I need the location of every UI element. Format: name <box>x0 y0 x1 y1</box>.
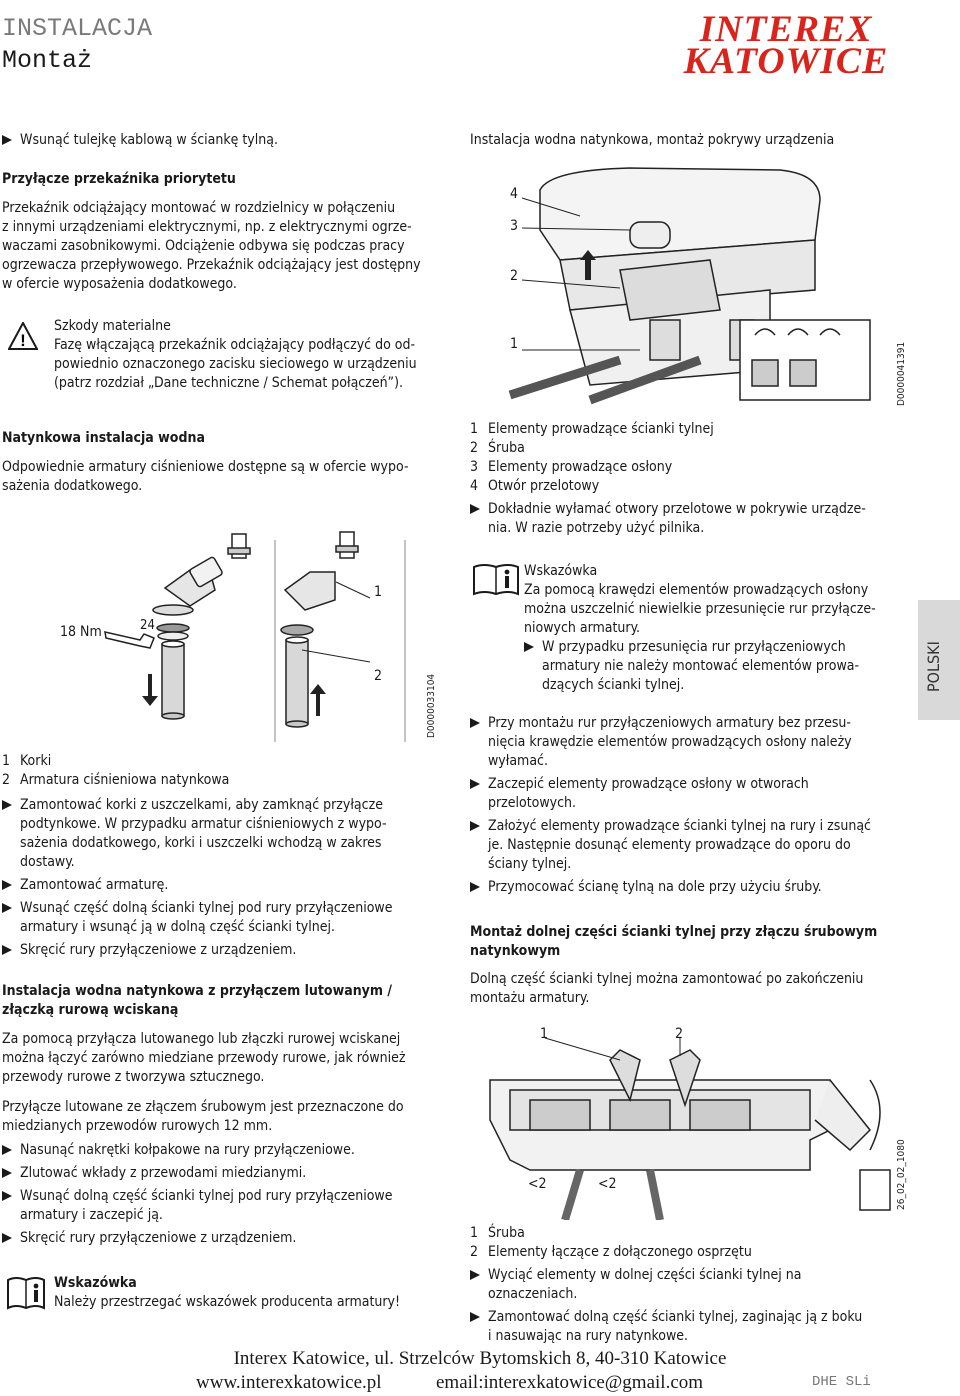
product-code: DHE SLi <box>812 1374 871 1390</box>
list-item: Skręcić rury przyłączeniowe z urządzeniem. <box>2 941 452 960</box>
list-item: Skręcić rury przyłączeniowe z urządzeniem. <box>2 1229 452 1248</box>
fig2-title: Instalacja wodna natynkowa, montaż pokrywy urządzenia <box>470 132 835 148</box>
list-item: Przy montażu rur przyłączeniowych armatury bez przesu- nięcia krawędzie elementów prowadzących osłony należy wyłamać. <box>470 714 910 771</box>
list-item: Wsunąć dolną część ścianki tylnej pod rury przyłączeniowe armatury i zaczepić ją. <box>2 1187 452 1225</box>
note-text: Należy przestrzegać wskazówek producenta armatury! <box>54 1294 401 1310</box>
language-tab: POLSKI <box>918 600 960 720</box>
list-item: Zamontować korki z uszczelkami, aby zamknąć przyłącze podtynkowe. W przypadku armatur ciśnieniowych z wypo- sażenia dodatkowego, korki i uszczelki wchodzą w zakres dostawy. <box>2 796 452 872</box>
list-item: Dokładnie wyłamać otwory przelotowe w pokrywie urządze- nia. W razie potrzeby użyć pilnika. <box>470 500 910 538</box>
fittings-figure <box>40 520 460 750</box>
fig2-label-1: 1 <box>510 336 519 352</box>
fig1-code: D0000033104 <box>426 673 437 738</box>
wrench-size-label: 24 <box>140 618 155 633</box>
solder-text-2: Przyłącze lutowane ze złączem śrubowym jest przeznaczone do miedzianych przewodów rurowych 12 mm. <box>2 1099 404 1134</box>
fig3-label-1: 1 <box>540 1026 549 1042</box>
legend-item: 2 Armatura ciśnieniowa natynkowa <box>2 772 230 788</box>
footer-email-link[interactable]: email:interexkatowice@gmail.com <box>436 1372 704 1393</box>
fig3-code: 26_02_02_1080 <box>896 1139 907 1210</box>
warning-icon <box>8 322 38 350</box>
logo-line2: KATOWICE <box>683 41 889 82</box>
fig3-label-2: 2 <box>675 1026 684 1042</box>
note-right: Wskazówka Za pomocą krawędzi elementów prowadzących osłony można uszczelnić niewielkie przesunięcie rur przyłącze- niowych armatury. W przypadku przesunięcia rur przyłączeniowych armatury nie należy montować elementów prowa- dzących ścianki tylnej. <box>524 562 914 695</box>
solder-text-1: Za pomocą przyłącza lutowanego lub złączki rurowej wciskanej można łączyć zarówno miedziane przewody rurowe, jak również przewody rurowe z tworzywa sztucznego. <box>2 1031 406 1085</box>
relay-title: Przyłącze przekaźnika priorytetu <box>2 171 236 187</box>
warning-box: Szkody materialne Fazę włączającą przekaźnik odciążający podłączyć do od- powiednio oznaczonego zacisku sieciowego w urządzeniu (patrz rozdział „Dane techniczne / Schemat połączeń”). <box>54 317 454 393</box>
fig3-label-cut-right: <2 <box>598 1176 617 1192</box>
page-title: Montaż <box>2 46 93 75</box>
fig2-label-4: 4 <box>510 186 519 202</box>
intro-step: Wsunąć tulejkę kablową w ściankę tylną. <box>2 131 460 150</box>
screw-title: Montaż dolnej części ścianki tylnej przy złączu śrubowym natynkowym <box>470 924 878 959</box>
list-item: Założyć elementy prowadzące ścianki tylnej na rury i zsunąć je. Następnie dosunąć elementy prowadzące do oporu do ściany tylnej. <box>470 817 910 874</box>
svg-text:!: ! <box>20 331 26 350</box>
section-title: INSTALACJA <box>2 14 153 43</box>
steps-fitting <box>2 796 452 960</box>
relay-text: Przekaźnik odciążający montować w rozdzielnicy w połączeniu z innymi urządzeniami elektrycznymi, np. z elektrycznymi ogrze- waczami zasobnikowymi. Odciążenie odbywa się podczas pracy ogrzewacza przepływowego. Przekaźnik odciążający jest dostępny w ofercie wyposażenia dodatkowego. <box>2 200 421 292</box>
steps-cover <box>470 714 910 897</box>
list-item: Zamontować armaturę. <box>2 876 452 895</box>
fig2-label-2: 2 <box>510 268 519 284</box>
fig3-legend <box>470 1224 910 1346</box>
footer-address: Interex Katowice, ul. Strzelców Bytomskich 8, 40-310 Katowice <box>233 1348 727 1369</box>
surface-text: Odpowiednie armatury ciśnieniowe dostępne są w ofercie wypo- sażenia dodatkowego. <box>2 459 409 494</box>
list-item: Przymocować ścianę tylną na dole przy użyciu śruby. <box>470 878 910 897</box>
list-item: Wyciąć elementy w dolnej części ścianki tylnej na oznaczeniach. <box>470 1266 910 1304</box>
legend-item: 2 Elementy łączące z dołączonego osprzętu <box>470 1244 752 1260</box>
surface-title: Natynkowa instalacja wodna <box>2 430 205 446</box>
fig3-label-cut-left: <2 <box>528 1176 547 1192</box>
list-item: Zlutować wkłady z przewodami miedzianymi. <box>2 1164 452 1183</box>
cover-figure <box>470 160 910 410</box>
legend-item: 3 Elementy prowadzące osłony <box>470 459 673 475</box>
fig1-label-1: 1 <box>374 584 383 600</box>
legend-item: 1 Elementy prowadzące ścianki tylnej <box>470 421 714 437</box>
list-item: Zamontować dolną część ścianki tylnej, zaginając ją z boku i nasuwając na rury natynkowe. <box>470 1308 910 1346</box>
steps-solder <box>2 1141 452 1248</box>
list-item: W przypadku przesunięcia rur przyłączeniowych armatury nie należy montować elementów prowa- dzących ścianki tylnej. <box>524 638 914 695</box>
legend-item: 1 Śruba <box>470 1225 525 1241</box>
backwall-figure <box>470 1020 910 1220</box>
legend-item: 4 Otwór przelotowy <box>470 478 600 494</box>
footer-website-link[interactable]: www.interexkatowice.pl <box>196 1372 382 1393</box>
fig1-label-2: 2 <box>374 668 383 684</box>
torque-label: 18 Nm <box>60 624 102 640</box>
info-icon <box>472 562 520 596</box>
note-left <box>54 1274 454 1312</box>
solder-title: Instalacja wodna natynkowa z przyłączem lutowanym / złączką rurową wciskaną <box>2 983 392 1018</box>
logo-line1: INTEREX <box>699 9 873 50</box>
fig2-code: D0000041391 <box>896 341 907 406</box>
list-item: Nasunąć nakrętki kołpakowe na rury przyłączeniowe. <box>2 1141 452 1160</box>
warning-title: Szkody materialne <box>54 318 171 334</box>
screw-text: Dolną część ścianki tylnej można zamontować po zakończeniu montażu armatury. <box>470 971 864 1006</box>
legend-item: 1 Korki <box>2 753 52 769</box>
note-title: Wskazówka <box>54 1275 137 1291</box>
fig1-legend <box>2 752 452 790</box>
list-item: Zaczepić elementy prowadzące osłony w otworach przelotowych. <box>470 775 910 813</box>
fig2-legend <box>470 420 910 538</box>
company-logo <box>666 9 906 82</box>
legend-item: 2 Śruba <box>470 440 525 456</box>
fig2-label-3: 3 <box>510 218 519 234</box>
note-title: Wskazówka <box>524 563 598 579</box>
info-icon <box>6 1274 46 1310</box>
list-item: Wsunąć część dolną ścianki tylnej pod rury przyłączeniowe armatury i wsunąć ją w dolną część ścianki tylnej. <box>2 899 452 937</box>
